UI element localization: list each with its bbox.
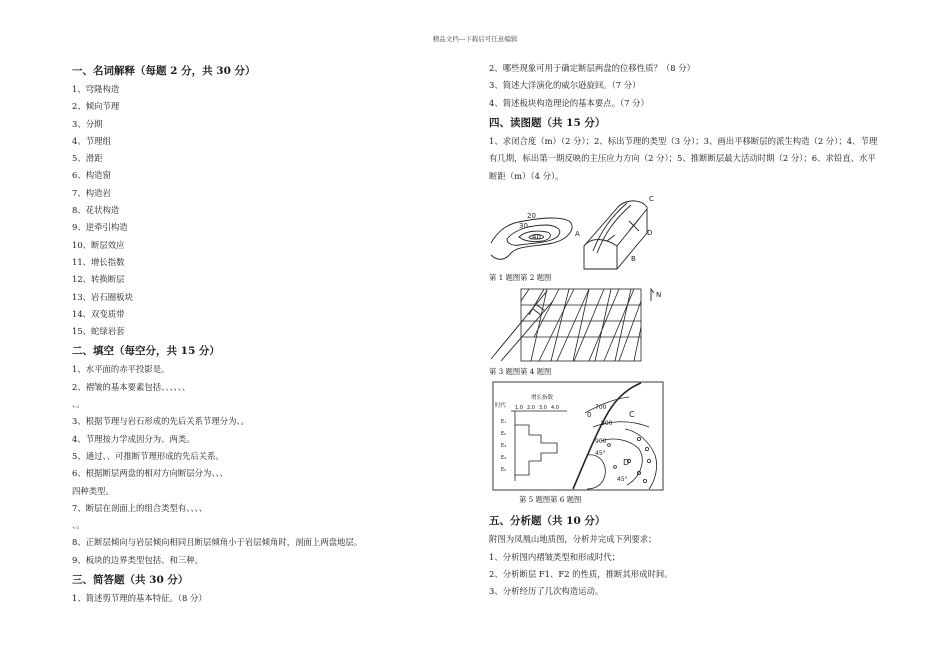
question-item: 10、断层效应 (72, 239, 125, 250)
question-item: 2、分析断层 F1、F2 的性质，推断其形成时间。 (489, 568, 673, 579)
section-5-title: 五、分析题（共 10 分） (489, 515, 606, 528)
question-item: 9、板块的边界类型包括、和三种。 (72, 554, 203, 565)
question-item: 4、简述板块构造理论的基本要点。（7 分） (489, 97, 649, 108)
map-label-zero: 0 (587, 411, 592, 420)
left-column (72, 60, 417, 607)
growth-index-plot (511, 411, 567, 481)
question-item: 2、褶皱的基本要素包括、、、、、、 (72, 381, 191, 392)
question-item: 9、逆牵引构造 (72, 222, 128, 233)
question-item: 5、滑距 (72, 153, 103, 164)
growth-index-tick: 2.0 (527, 405, 535, 412)
question-item: 11、增长指数 (72, 256, 125, 267)
age-label: E₁ (501, 419, 507, 426)
question-item: 8、正断层倾向与岩层倾向相同且断层倾角小于岩层倾角时，剖面上两盘地层。 (72, 537, 363, 548)
contour-label: 900 (595, 438, 607, 446)
question-item: 3、简述大洋演化的威尔逊旋回。（7 分） (489, 80, 641, 91)
right-column (489, 60, 884, 601)
figure-6-geologic-map (573, 383, 657, 489)
question-item: 附图为凤凰山地质图，分析并完成下列要求； (489, 534, 657, 545)
question-item: 5、通过、、可推断节理形成的先后关系。 (72, 450, 224, 461)
question-item: 1、穹隆构造 (72, 84, 120, 94)
figure-2-block-diagram (584, 201, 647, 269)
question-item: 2、哪些现象可用于确定断层两盘的位移性质？（8 分） (489, 63, 695, 73)
growth-index-tick: 4.0 (551, 405, 559, 412)
figure-caption-3-4: 第 3 题图第 4 题图 (489, 367, 552, 377)
question-item: 14、双变质带 (72, 308, 125, 319)
age-label: E₃ (501, 443, 507, 450)
figure-3-4 (489, 287, 679, 365)
figure-5-6 (489, 381, 679, 493)
block-label-d: D (647, 229, 653, 238)
section-3-title: 三、简答题（共 30 分） (72, 574, 189, 587)
section-4-instructions: 1、求闭合度（m）（2 分）；2、标出节理的类型（3 分）；3、画出平移断层的派生构造（2 分）；4、节理有几期，标出第一期反映的主压应力方向（2 分）；5、推断断层最大活动时期（2 分）；6、求铅直、水平断距（m）（4 分）。 (489, 135, 878, 181)
figure-4-joint-sets (521, 289, 641, 361)
question-item: 1、分析图内褶皱类型和形成时代； (489, 551, 620, 562)
question-item: 7、断层在剖面上的组合类型有、、、、 (72, 502, 208, 513)
age-label: E₅ (501, 467, 507, 474)
north-label: N (656, 291, 662, 300)
question-item: 7、构造岩 (72, 187, 111, 198)
dip-label: 45° (617, 476, 628, 484)
dip-label: 45° (595, 450, 606, 458)
growth-index-tick: 3.0 (539, 405, 547, 412)
growth-index-title: 增长指数 (531, 395, 554, 402)
contour-label: 40 (532, 233, 541, 242)
question-item: 4、节理按力学成因分为、两类。 (72, 433, 195, 444)
question-item: 2、倾向节理 (72, 101, 120, 112)
section-4-title: 四、读图题（共 15 分） (489, 116, 606, 129)
figure-1-2 (489, 191, 659, 271)
question-item: 6、构造窗 (72, 170, 111, 181)
question-item: 、。 (72, 399, 85, 410)
question-item: 、。 (72, 520, 85, 531)
question-item: 13、岩石圈板块 (72, 291, 133, 302)
block-label-a: A (575, 230, 580, 239)
age-label: E₂ (501, 431, 507, 438)
north-arrow-icon (651, 289, 654, 301)
section-2-title: 二、填空（每空分，共 15 分） (72, 345, 220, 358)
question-item: 1、水平面的赤平投影是。 (72, 364, 170, 375)
age-label: E₄ (501, 455, 507, 462)
figure-caption-5-6: 第 5 题图第 6 题图 (519, 495, 582, 505)
question-item: 4、节理组 (72, 135, 111, 146)
map-label-d: D (623, 458, 630, 468)
question-item: 6、根据断层两盘的相对方向断层分为、、、 (72, 468, 229, 479)
question-item: 3、分析经历了几次构造运动。 (489, 586, 604, 597)
contour-label: 700 (595, 404, 607, 412)
question-item: 12、转换断层 (72, 274, 125, 285)
growth-index-tick: 1.0 (515, 405, 523, 412)
map-label-c: C (629, 410, 635, 420)
block-label-b: B (631, 255, 636, 264)
question-item: 3、分期 (72, 118, 103, 129)
section-1-title: 一、名词解释（每题 2 分，共 30 分） (72, 65, 256, 77)
page-header: 精品文档---下载后可任意编辑 (432, 35, 518, 43)
contour-label: 30 (519, 222, 528, 231)
figure-caption-1-2: 第 1 题图第 2 题图 (489, 273, 552, 283)
contour-label: 20 (527, 212, 536, 221)
age-axis-label: 时代 (495, 403, 507, 410)
question-item: 1、简述剪节理的基本特征。（8 分） (72, 593, 207, 604)
block-label-c: C (649, 195, 654, 204)
question-item: 15、蛇绿岩套 (72, 326, 125, 337)
question-item: 8、花状构造 (72, 205, 120, 216)
question-item: 四种类型。 (72, 485, 114, 496)
question-item: 3、根据节理与岩石形成的先后关系节理分为、。 (72, 416, 250, 427)
contour-label: 800 (601, 420, 613, 428)
